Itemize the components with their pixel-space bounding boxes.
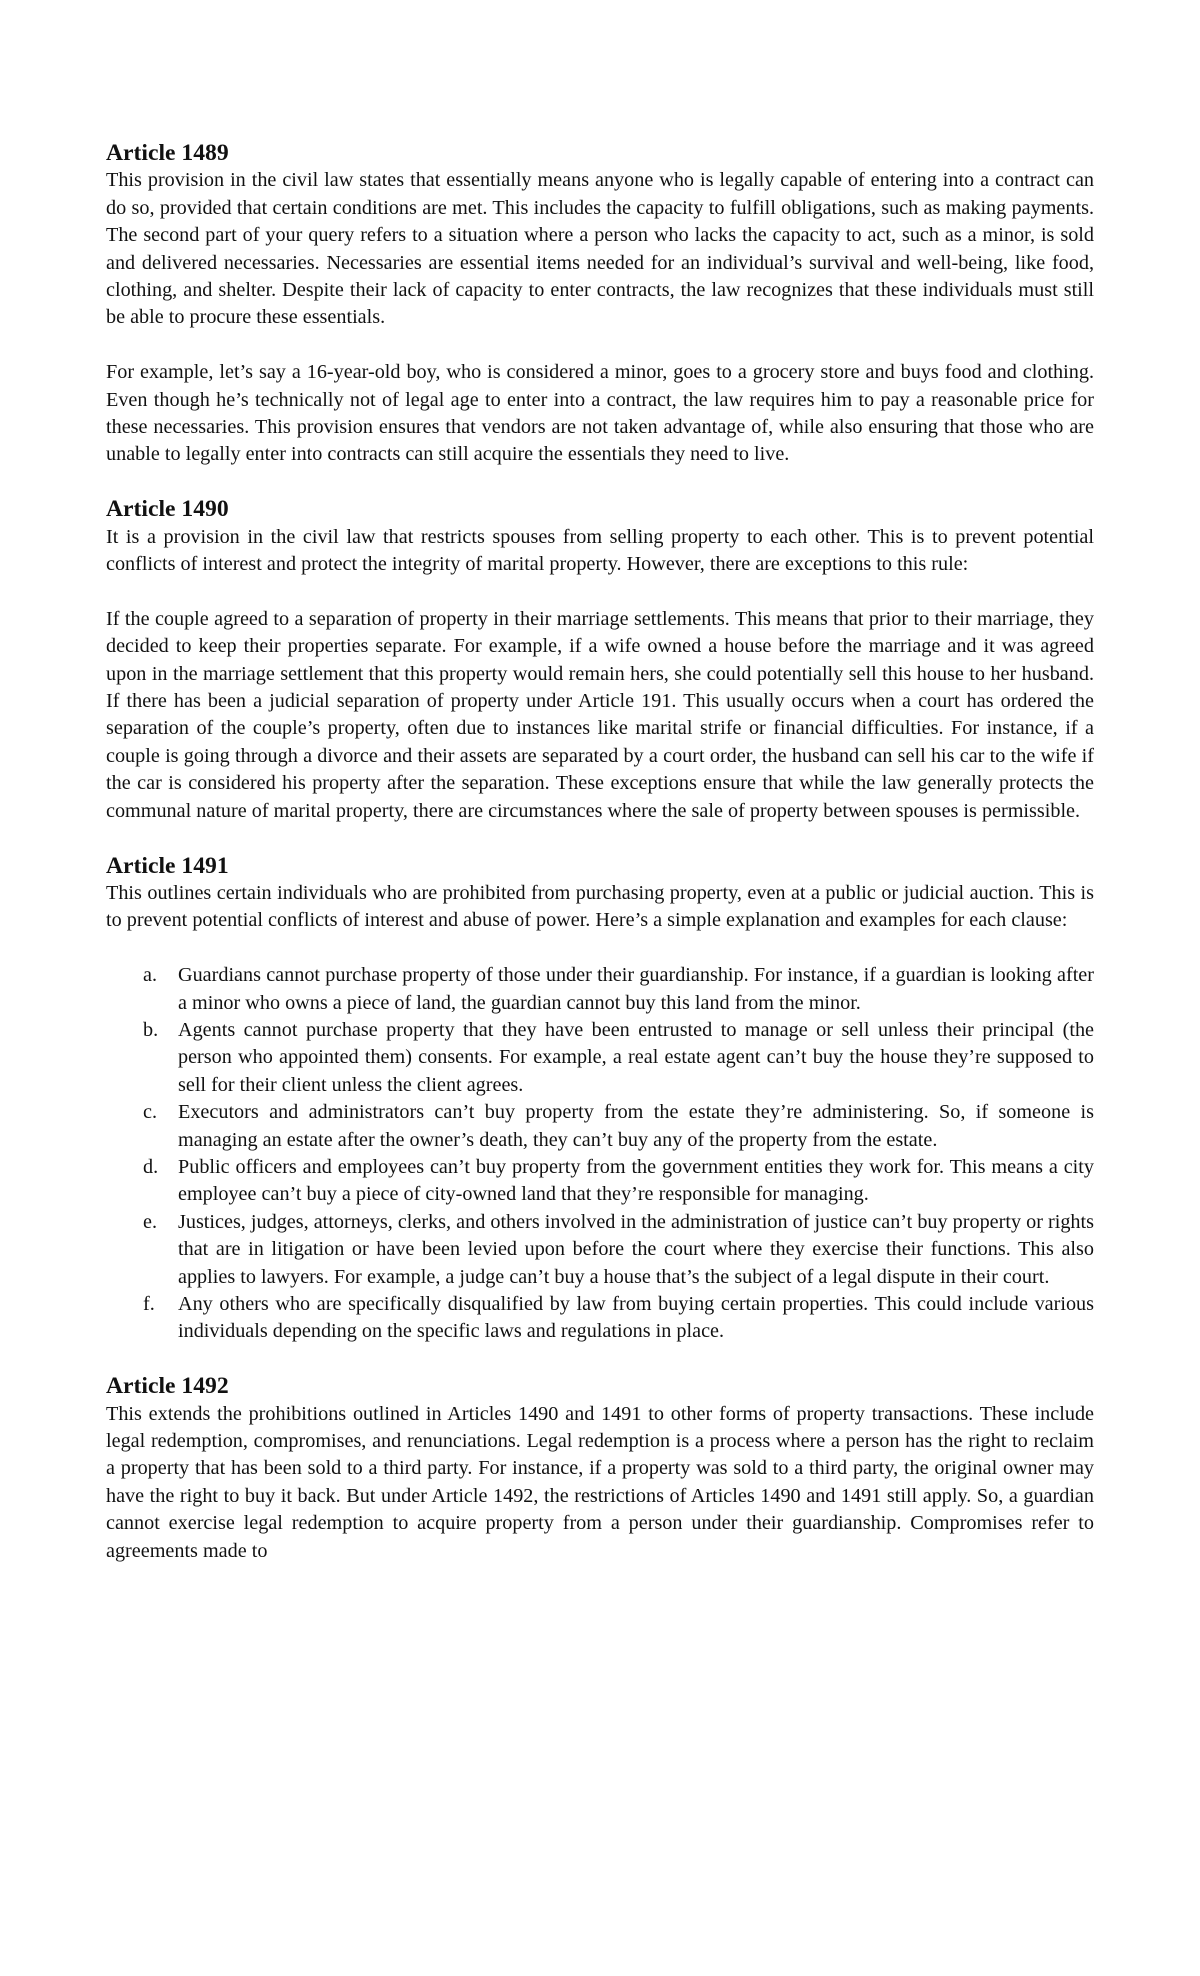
list-marker: c.: [143, 1101, 158, 1124]
article-1489-section: [106, 140, 1094, 469]
list-marker: a.: [143, 964, 158, 987]
list-item: [106, 1154, 1094, 1209]
article-1492-heading: Article 1492: [106, 1373, 229, 1400]
list-marker: d.: [143, 1155, 159, 1178]
article-1489-paragraph-2: For example, let’s say a 16-year-old boy, who is considered a minor, goes to a grocery store and buys food and clothing. Even though he’s technically not of legal age to enter into a contract, the law requires him to pay a reasonable price for these necessaries. This provision ensures that vendors are not taken advantage of, while also ensuring that those who are unable to legally enter into contracts can still acquire the essentials they need to live.: [106, 361, 1094, 466]
document-page: [106, 140, 1094, 1565]
list-item: [106, 1209, 1094, 1291]
article-1489-paragraph-1: This provision in the civil law states that essentially means anyone who is legally capable of entering into a contract can do so, provided that certain conditions are met. This includes the capacity to fulfill obligations, such as making payments. The second part of your query refers to a situation where a person who lacks the capacity to act, such as a minor, is sold and delivered necessaries. Necessaries are essential items needed for an individual’s survival and well-being, like food, clothing, and shelter. Despite their lack of capacity to enter contracts, the law recognizes that these individuals must still be able to procure these essentials.: [106, 169, 1094, 329]
list-item: [106, 1017, 1094, 1099]
list-item-text: Executors and administrators can’t buy property from the estate they’re administering. So, if someone is managing an estate after the owner’s death, they can’t buy any of the property from the estate.: [178, 1101, 1094, 1151]
article-1491-section: [106, 853, 1094, 1346]
list-item-text: Justices, judges, attorneys, clerks, and others involved in the administration of justice can’t buy property or rights that are in litigation or have been levied upon before the court where they exercise their functions. This also applies to lawyers. For example, a judge can’t buy a house that’s the subject of a legal dispute in their court.: [178, 1210, 1094, 1288]
article-1490-paragraph-1: It is a provision in the civil law that restricts spouses from selling property to each other. This is to prevent potential conflicts of interest and protect the integrity of marital property. However, there are exceptions to this rule:: [106, 525, 1094, 576]
list-item: [106, 962, 1094, 1017]
list-item-text: Agents cannot purchase property that they have been entrusted to manage or sell unless their principal (the person who appointed them) consents. For example, a real estate agent can’t buy the house they’re supposed to sell for their client unless the client agrees.: [178, 1018, 1094, 1096]
article-1489-heading: Article 1489: [106, 140, 229, 166]
list-marker: b.: [143, 1018, 159, 1041]
list-item: [106, 1291, 1094, 1346]
list-marker: f.: [143, 1292, 155, 1315]
list-item-text: Guardians cannot purchase property of those under their guardianship. For instance, if a guardian is looking after a minor who owns a piece of land, the guardian cannot buy this land from the minor.: [178, 964, 1094, 1014]
article-1490-paragraph-2: If the couple agreed to a separation of property in their marriage settlements. This means that prior to their marriage, they decided to keep their properties separate. For example, if a wife owned a house before the marriage and it was agreed upon in the marriage settlement that this property would remain hers, she could potentially sell this house to her husband. If there has been a judicial separation of property under Article 191. This usually occurs when a court has ordered the separation of the couple’s property, often due to instances like marital strife or financial difficulties. For instance, if a couple is going through a divorce and their assets are separated by a court order, the husband can sell his car to the wife if the car is considered his property after the separation. These exceptions ensure that while the law generally protects the communal nature of marital property, there are circumstances where the sale of property between spouses is permissible.: [106, 607, 1094, 822]
list-item: [106, 1099, 1094, 1154]
article-1490-section: [106, 496, 1094, 825]
article-1490-heading: Article 1490: [106, 496, 229, 523]
list-item-text: Public officers and employees can’t buy property from the government entities they work for. This means a city employee can’t buy a piece of city-owned land that they’re responsible for managing.: [178, 1155, 1094, 1206]
article-1491-heading: Article 1491: [106, 852, 229, 879]
article-1492-section: [106, 1373, 1094, 1565]
article-1491-intro: This outlines certain individuals who are prohibited from purchasing property, even at a public or judicial auction. This is to prevent potential conflicts of interest and abuse of power. Here’s a simple explanation and examples for each clause:: [106, 881, 1094, 932]
article-1491-clause-list: [106, 962, 1094, 1346]
article-1492-paragraph-1: This extends the prohibitions outlined in Articles 1490 and 1491 to other forms of property transactions. These include legal redemption, compromises, and renunciations. Legal redemption is a process where a person has the right to reclaim a property that has been sold to a third party. For instance, if a property was sold to a third party, the original owner may have the right to buy it back. But under Article 1492, the restrictions of Articles 1490 and 1491 still apply. So, a guardian cannot exercise legal redemption to acquire property from a person under their guardianship. Compromises refer to agreements made to: [106, 1402, 1094, 1562]
list-marker: e.: [143, 1210, 158, 1233]
list-item-text: Any others who are specifically disqualified by law from buying certain properties. This could include various individuals depending on the specific laws and regulations in place.: [178, 1292, 1094, 1343]
